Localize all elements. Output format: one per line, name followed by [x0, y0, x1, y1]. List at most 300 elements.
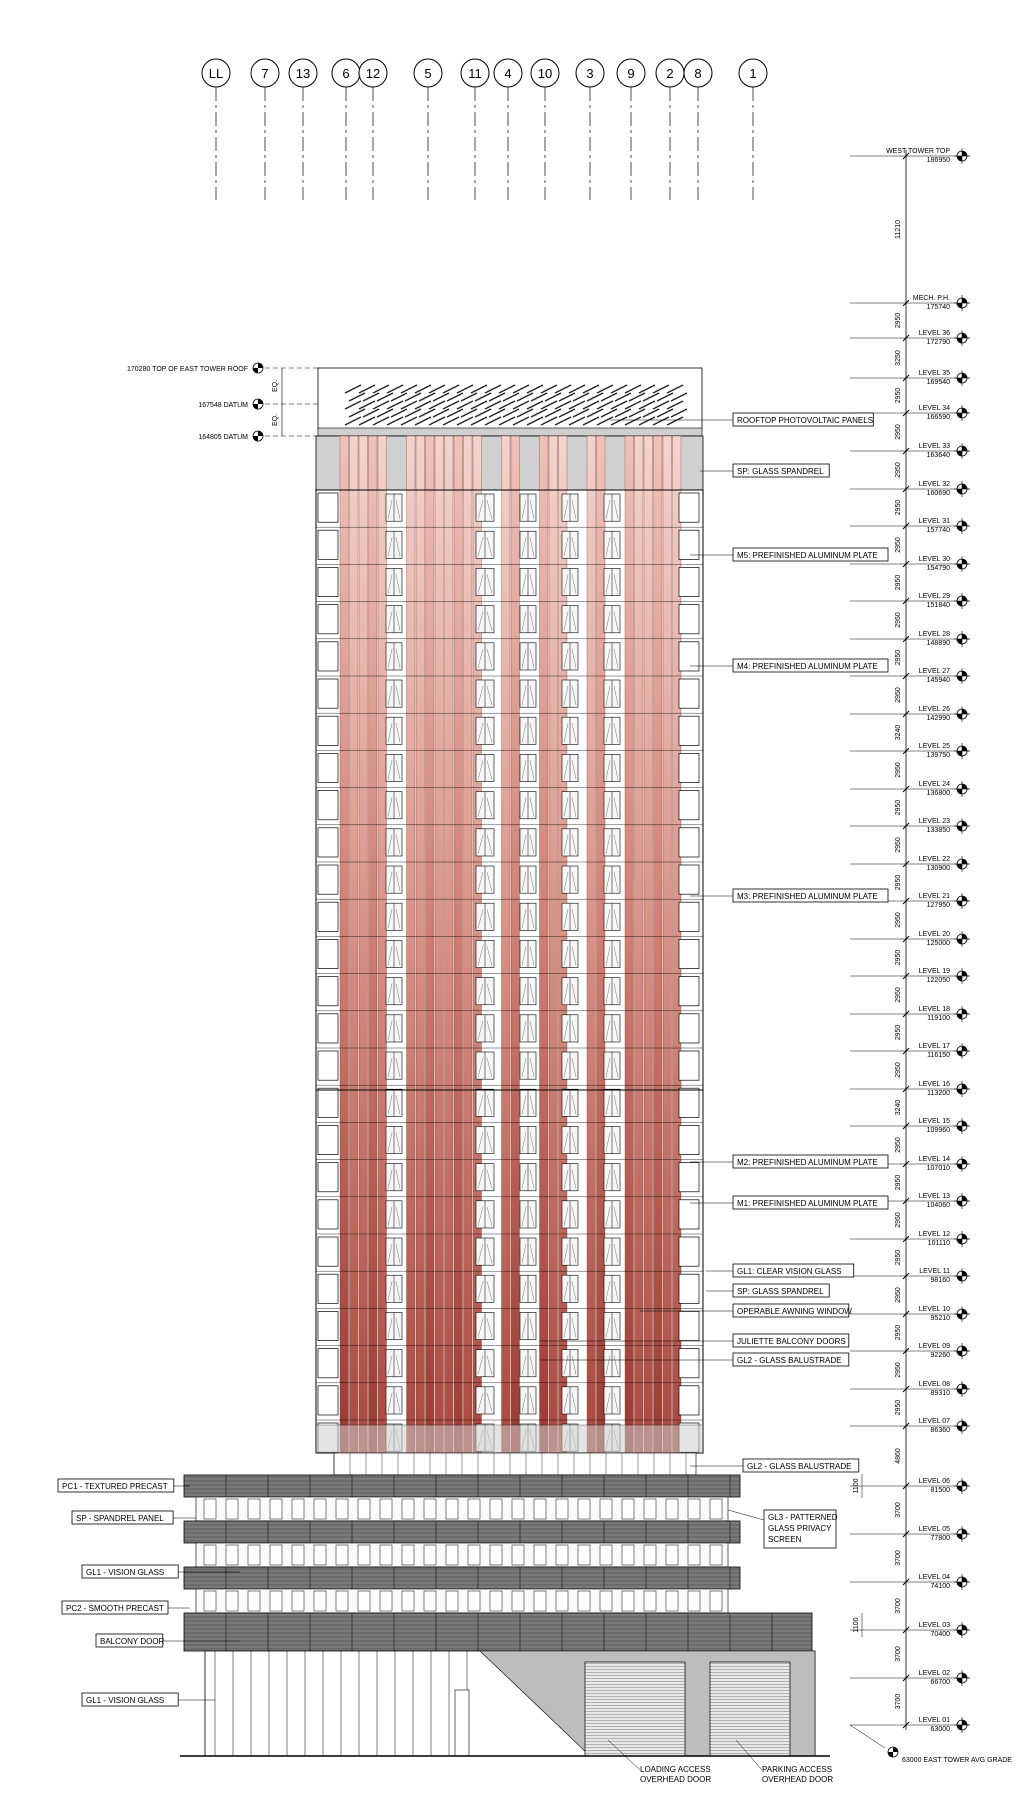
podium-dimension: 1100	[853, 1617, 860, 1633]
balcony-door	[710, 1591, 722, 1611]
balcony-door	[446, 1499, 458, 1519]
level-name: LEVEL 34	[918, 405, 950, 412]
side-window	[679, 716, 699, 745]
side-window	[679, 1349, 699, 1378]
side-window	[679, 1386, 699, 1415]
level-target-icon	[954, 148, 970, 164]
level-dimension: 2950	[895, 462, 902, 478]
roof-parapet	[318, 368, 702, 430]
level-dimension: 2950	[895, 912, 902, 928]
level-elevation: 169540	[926, 379, 950, 386]
aluminum-fin	[445, 436, 454, 1453]
level-name: LEVEL 19	[918, 968, 950, 975]
level-elevation: 130900	[926, 865, 950, 872]
level-dimension: 2950	[895, 762, 902, 778]
datum-label: 170280 TOP OF EAST TOWER ROOF	[127, 366, 248, 373]
side-window	[679, 828, 699, 857]
balcony-door	[380, 1499, 392, 1519]
balcony-door	[578, 1499, 590, 1519]
grid-label: 3	[586, 66, 594, 81]
level-target-icon	[954, 1574, 970, 1590]
grid-label: 7	[261, 66, 269, 81]
side-window	[679, 1163, 699, 1192]
level-elevation: 89310	[930, 1390, 950, 1397]
side-window	[318, 1200, 338, 1229]
level-elevation: 186950	[926, 157, 950, 164]
aluminum-fin	[549, 436, 558, 1453]
level-elevation: 98160	[930, 1277, 950, 1284]
level-dimension: 2950	[895, 837, 902, 853]
level-name: LEVEL 17	[918, 1043, 950, 1050]
level-name: LEVEL 04	[918, 1574, 950, 1581]
side-window	[679, 902, 699, 931]
aluminum-fin	[654, 436, 663, 1453]
side-window	[679, 791, 699, 820]
level-name: LEVEL 01	[918, 1717, 950, 1724]
level-name: LEVEL 02	[918, 1670, 950, 1677]
aluminum-fin	[359, 436, 368, 1453]
balcony-door	[292, 1591, 304, 1611]
level-dimension: 4860	[895, 1448, 902, 1464]
level-elevation: 113200	[927, 1090, 950, 1097]
balcony-door	[622, 1545, 634, 1565]
side-window	[679, 977, 699, 1006]
balcony-door	[380, 1545, 392, 1565]
level-name: LEVEL 07	[918, 1418, 950, 1425]
balcony-door	[402, 1545, 414, 1565]
level-elevation: 74100	[930, 1583, 950, 1590]
level-dimension: 3240	[895, 724, 902, 741]
balcony-door	[534, 1591, 546, 1611]
level-target-icon	[954, 405, 970, 421]
balcony-door	[512, 1499, 524, 1519]
balcony-door	[688, 1545, 700, 1565]
level-name: LEVEL 26	[918, 706, 950, 713]
level-target-icon	[954, 1118, 970, 1134]
grade-leader	[850, 1725, 885, 1748]
balcony-door	[226, 1545, 238, 1565]
level-target-icon	[954, 931, 970, 947]
side-window	[318, 902, 338, 931]
callout-text: SP - SPANDREL PANEL	[76, 1514, 164, 1523]
balcony-door	[204, 1545, 216, 1565]
balcony-door	[204, 1499, 216, 1519]
balcony-door	[600, 1499, 612, 1519]
balcony-door	[292, 1545, 304, 1565]
podium	[180, 1453, 830, 1756]
level-target-icon	[954, 481, 970, 497]
side-window	[679, 1311, 699, 1340]
side-window	[679, 1125, 699, 1154]
podium-dimension: 1100	[853, 1478, 860, 1494]
balcony-door	[270, 1545, 282, 1565]
balcony-door	[424, 1499, 436, 1519]
aluminum-fin	[378, 436, 387, 1453]
level-target-icon	[954, 1081, 970, 1097]
level-name: LEVEL 12	[918, 1231, 950, 1238]
aluminum-fin	[511, 436, 520, 1453]
balcony-door	[688, 1591, 700, 1611]
gl3-text: GLASS PRIVACY	[768, 1524, 832, 1533]
level-elevation: 104060	[926, 1202, 950, 1209]
level-elevation: 136800	[926, 790, 950, 797]
aluminum-fin	[587, 436, 596, 1453]
level-name: WEST TOWER TOP	[886, 148, 950, 155]
aluminum-fin	[644, 436, 653, 1453]
level-elevation: 151840	[926, 602, 950, 609]
level-dimension: 2950	[895, 874, 902, 891]
balcony-door	[468, 1545, 480, 1565]
balcony-door	[358, 1499, 370, 1519]
level-name: LEVEL 09	[918, 1343, 950, 1350]
datum-target-icon	[253, 363, 263, 373]
level-dimension: 2950	[895, 1287, 902, 1303]
balcony-door	[446, 1591, 458, 1611]
level-elevation: 116150	[927, 1052, 950, 1059]
side-window	[679, 679, 699, 708]
grid-label: LL	[208, 66, 224, 81]
tower	[316, 368, 703, 1453]
level-elevation: 95210	[930, 1315, 950, 1322]
level-name: LEVEL 14	[918, 1156, 950, 1163]
side-window	[318, 791, 338, 820]
level-name: LEVEL 31	[918, 518, 950, 525]
side-window	[318, 828, 338, 857]
aluminum-fin	[435, 436, 444, 1453]
level-dimension: 3700	[895, 1550, 902, 1566]
callout-text: M2: PREFINISHED ALUMINUM PLATE	[737, 1158, 878, 1167]
aluminum-fin	[635, 436, 644, 1453]
balcony-door	[578, 1545, 590, 1565]
side-window	[679, 493, 699, 522]
level-target-icon	[954, 1006, 970, 1022]
side-window	[318, 977, 338, 1006]
level-dimension: 2950	[895, 1324, 902, 1341]
side-window	[679, 865, 699, 894]
parking-door	[710, 1662, 790, 1756]
datum-target-icon	[253, 431, 263, 441]
callout-text: GL1 - VISION GLASS	[86, 1696, 165, 1705]
balcony-door	[512, 1545, 524, 1565]
parking-door-label: PARKING ACCESS	[762, 1765, 833, 1774]
balcony-door	[666, 1499, 678, 1519]
level-dimension: 2950	[895, 574, 902, 591]
callout-text: PC2 - SMOOTH PRECAST	[66, 1604, 164, 1613]
balcony-door	[314, 1591, 326, 1611]
level-dimension: 2950	[895, 312, 902, 329]
balcony-door	[490, 1591, 502, 1611]
balcony-door	[622, 1499, 634, 1519]
balcony-door	[490, 1545, 502, 1565]
side-window	[318, 530, 338, 559]
callout-text: GL1 - VISION GLASS	[86, 1568, 165, 1577]
level-dimension: 2950	[895, 987, 902, 1003]
balcony-door	[468, 1591, 480, 1611]
balcony-door	[666, 1545, 678, 1565]
bottom-spandrel	[316, 1425, 703, 1453]
transition-zone	[334, 1453, 696, 1475]
level-name: LEVEL 33	[918, 443, 950, 450]
aluminum-fin	[416, 436, 425, 1453]
side-window	[318, 1274, 338, 1303]
level-name: LEVEL 32	[918, 481, 950, 488]
aluminum-fin	[369, 436, 378, 1453]
balcony-door	[336, 1591, 348, 1611]
grid-label: 5	[424, 66, 432, 81]
eq-label: EQ.	[272, 379, 279, 393]
level-target-icon	[954, 1717, 970, 1733]
balcony-door	[556, 1499, 568, 1519]
level-target-icon	[954, 1043, 970, 1059]
callout-text: GL1: CLEAR VISION GLASS	[737, 1267, 842, 1276]
callout-text: M5: PREFINISHED ALUMINUM PLATE	[737, 551, 878, 560]
level-name: LEVEL 36	[918, 330, 950, 337]
side-window	[679, 939, 699, 968]
level-name: LEVEL 29	[918, 593, 950, 600]
level-name: MECH. P.H.	[912, 295, 950, 302]
aluminum-fin	[464, 436, 473, 1453]
side-window	[679, 605, 699, 634]
side-window	[318, 865, 338, 894]
level-target-icon	[954, 631, 970, 647]
level-name: LEVEL 11	[919, 1268, 950, 1275]
level-name: LEVEL 15	[918, 1118, 950, 1125]
roof-edge	[318, 428, 702, 436]
level-name: LEVEL 24	[918, 781, 950, 788]
balcony-door	[644, 1499, 656, 1519]
level-dimension: 2950	[895, 1024, 902, 1041]
level-elevation: 172790	[926, 339, 950, 346]
aluminum-fin	[340, 436, 349, 1453]
level-elevation: 154790	[926, 565, 950, 572]
level-target-icon	[954, 295, 970, 311]
level-elevation: 81500	[930, 1487, 950, 1494]
level-target-icon	[954, 1231, 970, 1247]
callout-text: M4: PREFINISHED ALUMINUM PLATE	[737, 662, 878, 671]
datum-label: 167548 DATUM	[198, 402, 248, 409]
level-target-icon	[954, 781, 970, 797]
level-target-icon	[954, 668, 970, 684]
side-window	[318, 1014, 338, 1043]
level-name: LEVEL 30	[918, 556, 950, 563]
grid-label: 11	[468, 66, 482, 81]
balcony-door	[666, 1591, 678, 1611]
balcony-door	[402, 1499, 414, 1519]
side-window	[318, 642, 338, 671]
level-dimension: 2950	[895, 612, 902, 628]
balcony-door	[578, 1591, 590, 1611]
aluminum-fin	[426, 436, 435, 1453]
callout-text: GL2 - GLASS BALUSTRADE	[747, 1462, 852, 1471]
balcony-door	[380, 1591, 392, 1611]
level-elevation: 101110	[927, 1240, 950, 1247]
level-elevation: 63000	[930, 1726, 950, 1733]
side-window	[679, 1088, 699, 1117]
level-name: LEVEL 25	[918, 743, 950, 750]
callout-text: M1: PREFINISHED ALUMINUM PLATE	[737, 1199, 878, 1208]
grid-label: 10	[537, 66, 553, 81]
balcony-door	[534, 1499, 546, 1519]
level-name: LEVEL 16	[918, 1081, 950, 1088]
precast-band	[184, 1521, 740, 1543]
balcony-door	[600, 1591, 612, 1611]
level-target-icon	[954, 518, 970, 534]
callout-text: JULIETTE BALCONY DOORS	[737, 1337, 846, 1346]
balcony-door	[710, 1545, 722, 1565]
level-target-icon	[954, 968, 970, 984]
grid-label: 12	[365, 66, 381, 81]
balcony-door	[512, 1591, 524, 1611]
balcony-door	[270, 1499, 282, 1519]
level-elevation: 163640	[926, 452, 950, 459]
level-target-icon	[954, 1670, 970, 1686]
level-elevation: 107010	[926, 1165, 950, 1172]
aluminum-fin	[502, 436, 511, 1453]
level-dimension: 2950	[895, 1249, 902, 1266]
balcony-door	[446, 1545, 458, 1565]
grid-label: 13	[295, 66, 311, 81]
aluminum-fin	[407, 436, 416, 1453]
level-dimension: 2950	[895, 1174, 902, 1191]
callout-leader	[728, 1510, 764, 1520]
level-dimension: 3700	[895, 1646, 902, 1662]
level-name: LEVEL 21	[918, 893, 950, 900]
callout-text: BALCONY DOOR	[100, 1637, 165, 1646]
level-dimension: 3700	[895, 1693, 902, 1710]
level-target-icon	[954, 1381, 970, 1397]
level-dimension: 2950	[895, 649, 902, 666]
level-elevation: 175740	[926, 304, 950, 311]
level-target-icon	[954, 1268, 970, 1284]
balcony-door	[644, 1591, 656, 1611]
balcony-door	[490, 1499, 502, 1519]
balcony-door	[644, 1545, 656, 1565]
level-name: LEVEL 05	[918, 1526, 950, 1533]
grid-label: 1	[749, 66, 757, 81]
precast-band	[184, 1613, 812, 1651]
side-window	[679, 642, 699, 671]
entry-door	[455, 1690, 469, 1756]
side-window	[318, 1349, 338, 1378]
side-window	[318, 939, 338, 968]
gl3-text: GL3 - PATTERNED	[768, 1513, 838, 1522]
level-dimension: 3700	[895, 1502, 902, 1518]
side-window	[318, 716, 338, 745]
grid-label: 9	[627, 66, 635, 81]
balcony-door	[358, 1545, 370, 1565]
level-dimension: 2950	[895, 687, 902, 703]
balcony-door	[358, 1591, 370, 1611]
level-dimension: 11210	[895, 220, 902, 239]
callout-text: PC1 - TEXTURED PRECAST	[62, 1482, 168, 1491]
side-window	[318, 1237, 338, 1266]
level-elevation: 92260	[930, 1352, 950, 1359]
balcony-door	[336, 1499, 348, 1519]
balcony-door	[710, 1499, 722, 1519]
aluminum-fin	[454, 436, 463, 1453]
level-target-icon	[954, 443, 970, 459]
level-name: LEVEL 27	[918, 668, 950, 675]
level-name: LEVEL 06	[918, 1478, 950, 1485]
datum-label: 164805 DATUM	[198, 434, 248, 441]
side-window	[318, 753, 338, 782]
level-elevation: 125000	[926, 940, 950, 947]
level-target-icon	[954, 856, 970, 872]
balcony-door	[424, 1591, 436, 1611]
level-name: LEVEL 08	[918, 1381, 950, 1388]
datum-target-icon	[253, 399, 263, 409]
level-elevation: 133850	[926, 827, 950, 834]
precast-band	[184, 1567, 740, 1589]
balcony-door	[248, 1499, 260, 1519]
level-dimension: 2950	[895, 387, 902, 404]
level-elevation: 160690	[926, 490, 950, 497]
level-target-icon	[954, 1418, 970, 1434]
level-markers	[850, 148, 1012, 1764]
balcony-door	[402, 1591, 414, 1611]
level-dimension: 2950	[895, 499, 902, 516]
precast-band	[184, 1475, 740, 1497]
level-dimension: 2950	[895, 799, 902, 816]
level-name: LEVEL 28	[918, 631, 950, 638]
level-dimension: 2950	[895, 424, 902, 440]
balcony-door	[248, 1545, 260, 1565]
callout-text: M3: PREFINISHED ALUMINUM PLATE	[737, 892, 878, 901]
level-target-icon	[954, 556, 970, 572]
balcony-door	[556, 1545, 568, 1565]
level-dimension: 3240	[895, 1099, 902, 1116]
balcony-door	[688, 1499, 700, 1519]
balcony-door	[622, 1591, 634, 1611]
side-window	[679, 1051, 699, 1080]
balcony-door	[534, 1545, 546, 1565]
side-window	[318, 605, 338, 634]
side-window	[318, 1163, 338, 1192]
aluminum-fin	[350, 436, 359, 1453]
level-name: LEVEL 35	[918, 370, 950, 377]
level-dimension: 3700	[895, 1598, 902, 1614]
callout-text: SP: GLASS SPANDREL	[737, 467, 824, 476]
level-target-icon	[954, 1156, 970, 1172]
balcony-door	[336, 1545, 348, 1565]
side-window	[679, 1200, 699, 1229]
grid-label: 4	[504, 66, 512, 81]
level-name: LEVEL 20	[918, 931, 950, 938]
gl3-text: SCREEN	[768, 1535, 802, 1544]
level-target-icon	[954, 1193, 970, 1209]
balcony-door	[270, 1591, 282, 1611]
level-elevation: 109960	[926, 1127, 950, 1134]
level-target-icon	[954, 893, 970, 909]
loading-door-label: OVERHEAD DOOR	[640, 1775, 712, 1784]
level-elevation: 127950	[926, 902, 950, 909]
balcony-door	[248, 1591, 260, 1611]
loading-door	[585, 1662, 685, 1756]
balcony-door	[314, 1499, 326, 1519]
level-name: LEVEL 13	[918, 1193, 950, 1200]
side-window	[318, 1051, 338, 1080]
level-target-icon	[954, 1622, 970, 1638]
side-window	[679, 1274, 699, 1303]
level-elevation: 86360	[930, 1427, 950, 1434]
level-target-icon	[954, 743, 970, 759]
balcony-door	[226, 1499, 238, 1519]
balcony-door	[424, 1545, 436, 1565]
level-target-icon	[954, 1526, 970, 1542]
level-elevation: 166590	[926, 414, 950, 421]
level-elevation: 66700	[930, 1679, 950, 1686]
level-dimension: 2950	[895, 949, 902, 966]
